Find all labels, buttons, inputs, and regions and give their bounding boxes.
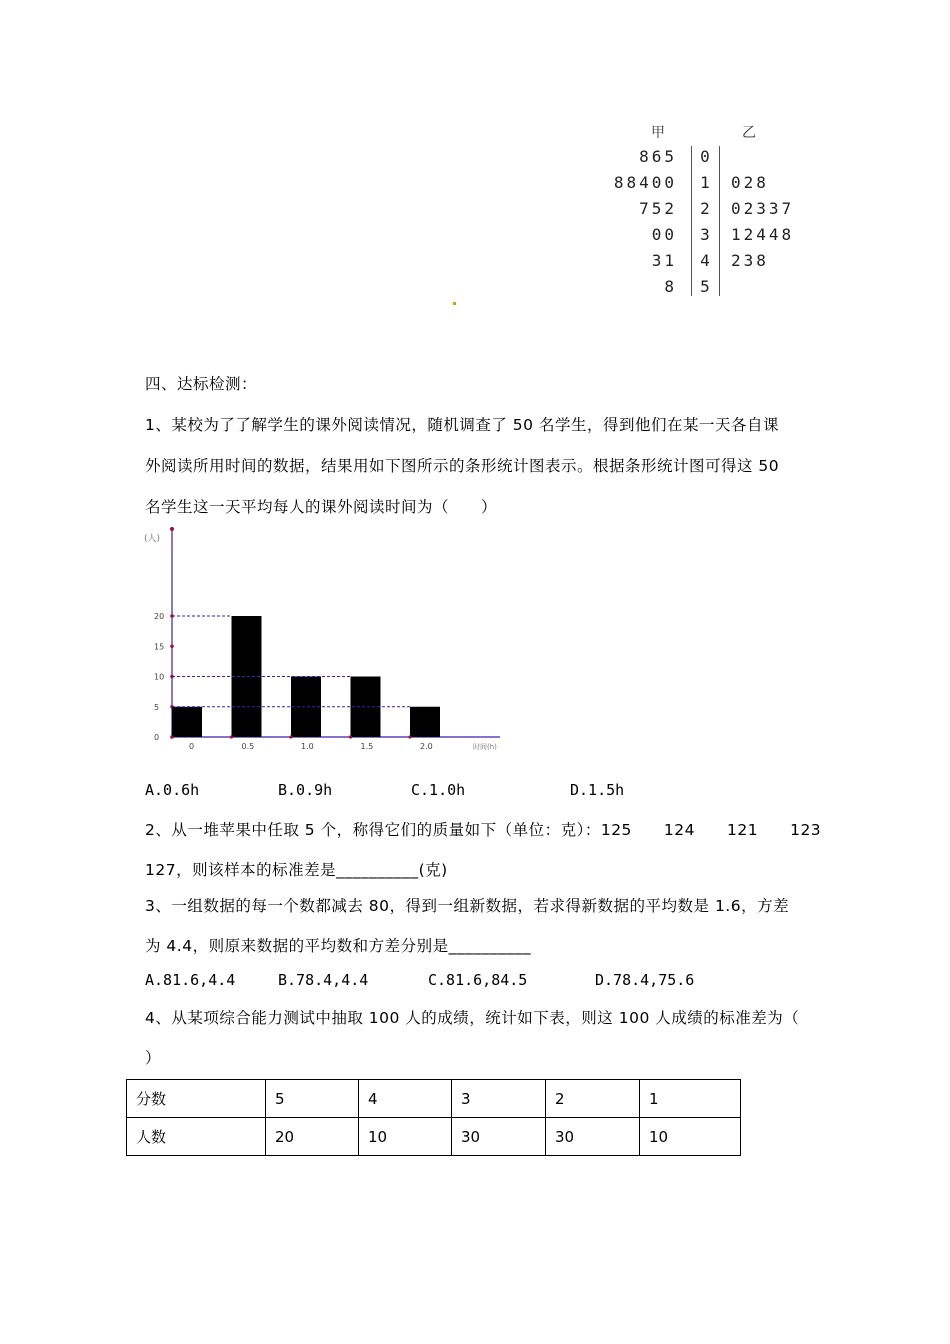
q1-line-2: 外阅读所用时间的数据，结果用如下图所示的条形统计图表示。根据条形统计图可得这 50 [145, 457, 780, 475]
x-tick-dot [289, 735, 292, 738]
stem-leaf-right: 12448 [731, 225, 795, 244]
table-cell: 2 [546, 1080, 640, 1118]
y-tick-label: 10 [154, 672, 165, 682]
y-axis-end-dot [170, 527, 174, 531]
stem-leaf-left: 31 [651, 251, 677, 270]
table-row [127, 1080, 741, 1118]
q1-line-3: 名学生这一天平均每人的课外阅读时间为（ ） [145, 498, 498, 516]
stray-dot [453, 302, 456, 305]
stem-leaf-right: 028 [731, 173, 769, 192]
table-cell: 1 [640, 1080, 741, 1118]
q3-option-d[interactable]: D.78.4,75.6 [595, 971, 695, 989]
stem-leaf-left: 88400 [613, 173, 677, 192]
table-cell: 人数 [127, 1118, 266, 1156]
y-axis-label: (人) [144, 534, 161, 544]
x-tick-dot [230, 735, 233, 738]
bar [291, 677, 321, 738]
q4-line-2: ） [145, 1049, 162, 1067]
stem-leaf-header-left: 甲 [651, 125, 665, 141]
table-cell: 10 [359, 1118, 452, 1156]
bar [172, 707, 202, 737]
stem-leaf-stem: 5 [700, 277, 710, 296]
q2-line-1: 2、从一堆苹果中任取 5 个，称得它们的质量如下（单位：克）：125 124 121 123 [145, 821, 822, 839]
stem-divider-right [719, 146, 720, 296]
bar-chart [140, 525, 520, 760]
q4-line-1: 4、从某项综合能力测试中抽取 100 人的成绩，统计如下表，则这 100 人成绩的标准差为（ [145, 1009, 800, 1027]
table-cell: 30 [452, 1118, 546, 1156]
stem-leaf-stem: 4 [700, 251, 710, 270]
stem-leaf-stem: 0 [700, 147, 710, 166]
x-axis-label: 时间(h) [473, 743, 497, 751]
q3-option-c[interactable]: C.81.6,84.5 [428, 971, 528, 989]
table-cell: 分数 [127, 1080, 266, 1118]
x-tick-label: 0.5 [241, 742, 255, 751]
stem-leaf-left: 00 [651, 225, 677, 244]
x-tick-dot [349, 735, 352, 738]
table-cell: 30 [546, 1118, 640, 1156]
q3-line-1: 3、一组数据的每一个数都减去 80，得到一组新数据，若求得新数据的平均数是 1.6，方差 [145, 897, 790, 915]
stem-divider-left [691, 146, 692, 296]
x-tick-dot [170, 735, 173, 738]
stem-leaf-left: 8 [664, 277, 677, 296]
stem-leaf-stem: 2 [700, 199, 710, 218]
x-tick-label: 0 [189, 742, 195, 751]
table-cell: 20 [266, 1118, 359, 1156]
q1-line-1: 1、某校为了了解学生的课外阅读情况，随机调查了 50 名学生，得到他们在某一天各自课 [145, 416, 779, 434]
bar [410, 707, 440, 737]
x-tick-label: 1.0 [301, 742, 314, 751]
table-cell: 4 [359, 1080, 452, 1118]
y-tick-label: 5 [154, 702, 160, 712]
q1-option-c[interactable]: C.1.0h [411, 781, 466, 799]
q3-option-b[interactable]: B.78.4,4.4 [278, 971, 369, 989]
x-tick-label: 1.5 [360, 742, 374, 751]
table-row [127, 1118, 741, 1156]
y-tick-label: 15 [154, 642, 165, 652]
y-tick-dot [170, 644, 174, 648]
q1-option-a[interactable]: A.0.6h [145, 781, 200, 799]
q3-option-a[interactable]: A.81.6,4.4 [145, 971, 236, 989]
score-table [126, 1079, 741, 1156]
section-title: 四、达标检测： [145, 375, 258, 393]
table-cell: 3 [452, 1080, 546, 1118]
q1-option-b[interactable]: B.0.9h [278, 781, 333, 799]
y-tick-label: 0 [154, 733, 160, 742]
stem-leaf-right: 02337 [731, 199, 795, 218]
y-tick-label: 20 [154, 612, 165, 621]
stem-leaf-left: 865 [639, 147, 677, 166]
x-tick-label: 2.0 [420, 742, 433, 751]
stem-leaf-stem: 3 [700, 225, 710, 244]
stem-leaf-stem: 1 [700, 173, 710, 192]
stem-leaf-left: 752 [639, 199, 677, 218]
q3-line-2: 为 4.4，则原来数据的平均数和方差分别是__________ [145, 937, 532, 955]
stem-leaf-right: 238 [731, 251, 769, 270]
q2-line-2: 127，则该样本的标准差是__________(克) [145, 861, 448, 879]
table-cell: 5 [266, 1080, 359, 1118]
table-cell: 10 [640, 1118, 741, 1156]
x-tick-dot [408, 735, 411, 738]
stem-leaf-header-right: 乙 [742, 125, 756, 141]
q1-option-d[interactable]: D.1.5h [570, 781, 625, 799]
